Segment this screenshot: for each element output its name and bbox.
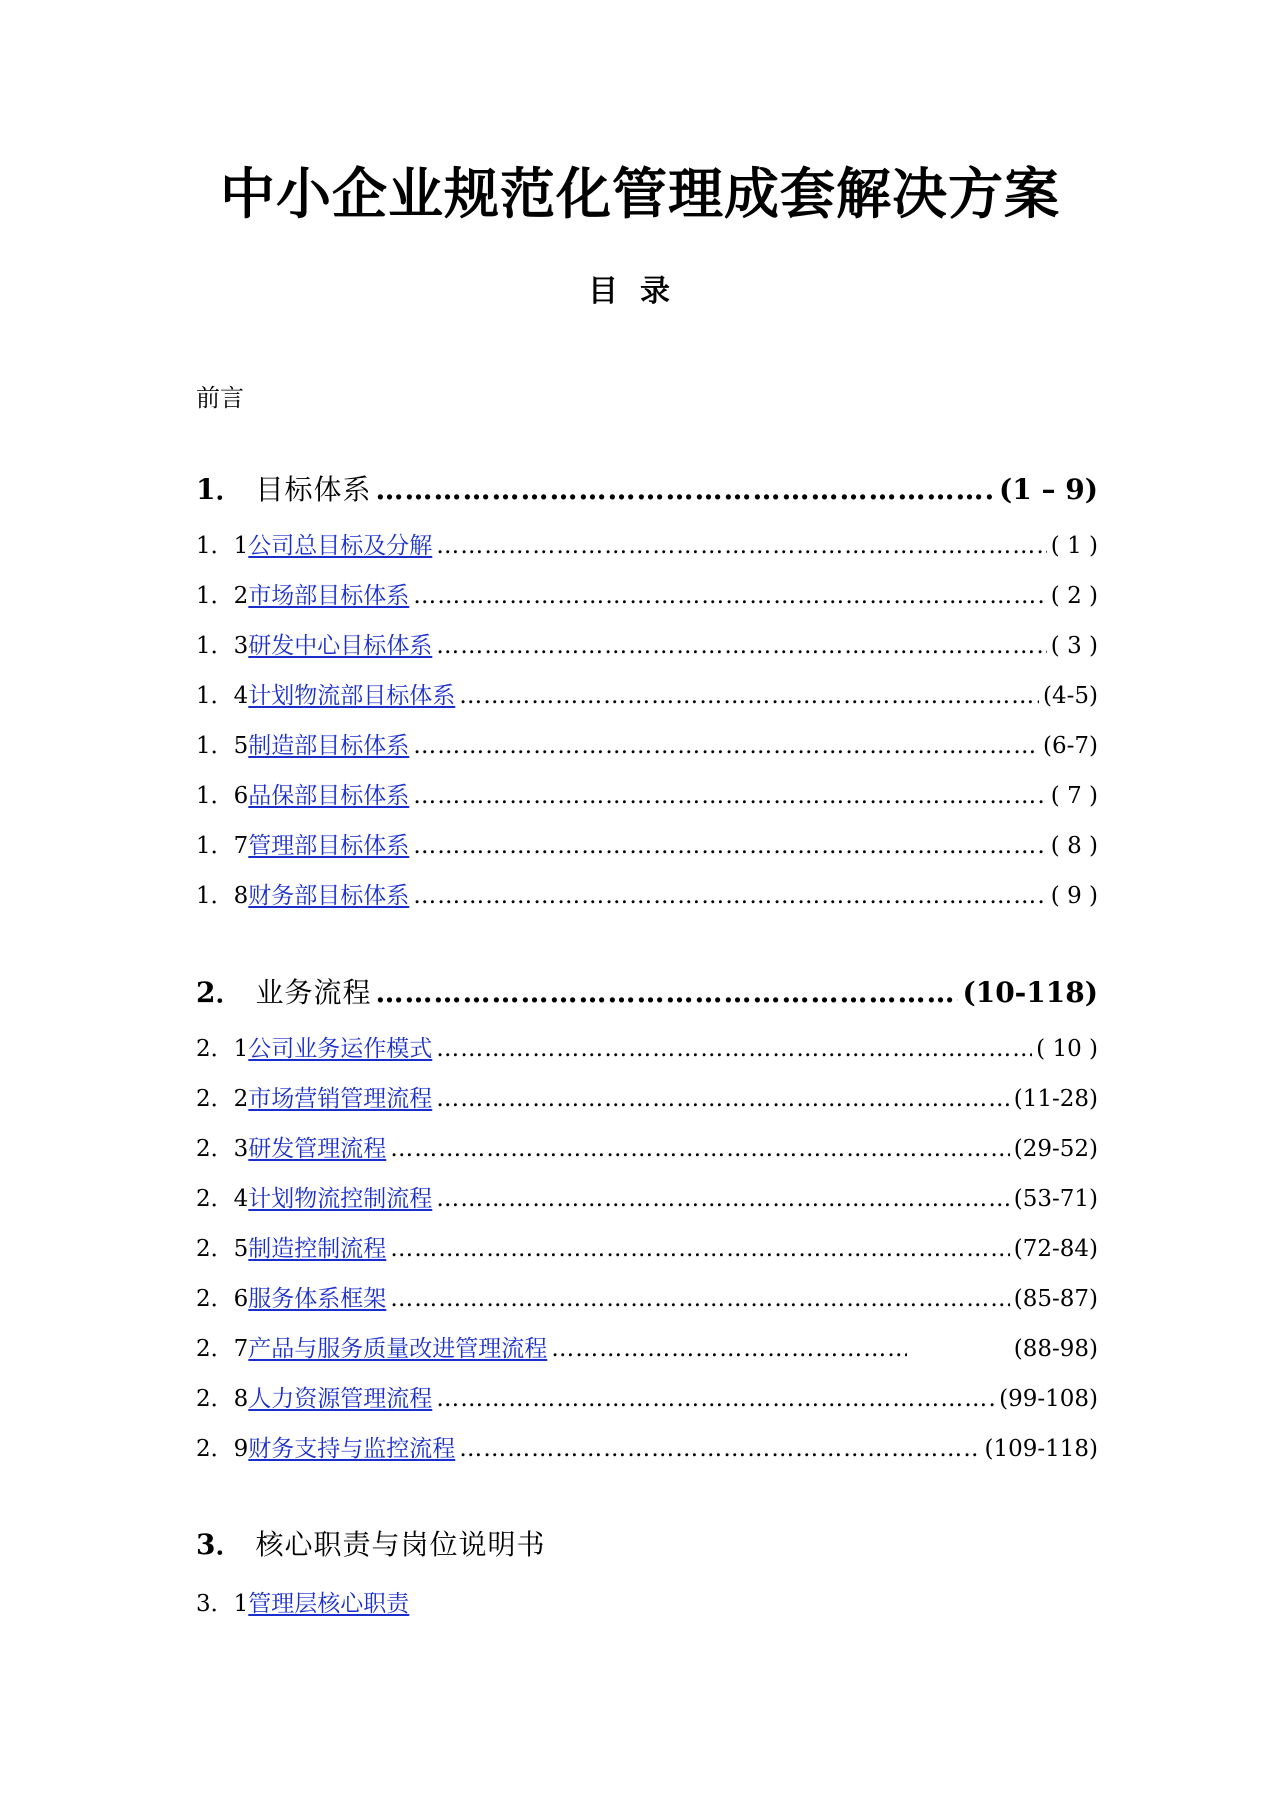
- entry-number: 2．8: [196, 1386, 249, 1412]
- dot-leader: [551, 1333, 907, 1365]
- entry-number: 2．3: [196, 1136, 249, 1162]
- entry-number: 1．1: [196, 533, 249, 559]
- toc-link-finance-goals[interactable]: 财务部目标体系: [248, 883, 410, 909]
- toc-link-company-goals[interactable]: 公司总目标及分解: [248, 533, 433, 559]
- toc-link-management-duties[interactable]: 管理层核心职责: [248, 1591, 410, 1617]
- dot-leader: [436, 1383, 995, 1415]
- dot-leader: [390, 1133, 1009, 1165]
- entry-number: 1．2: [196, 583, 249, 609]
- dot-leader: [376, 470, 996, 510]
- toc-link-marketing-process[interactable]: 市场营销管理流程: [248, 1086, 433, 1112]
- toc-link-hr-process[interactable]: 人力资源管理流程: [248, 1386, 433, 1412]
- toc-entry-2-1: [196, 1025, 1098, 1065]
- entry-number: 3．1: [196, 1591, 249, 1617]
- toc-link-logistics-goals[interactable]: 计划物流部目标体系: [248, 683, 456, 709]
- toc-entry-1-1: [196, 522, 1098, 562]
- toc-entry-1-7: [196, 822, 1098, 862]
- section-title: 业务流程: [255, 976, 372, 1009]
- section-title: 核心职责与岗位说明书: [255, 1528, 546, 1561]
- toc-link-admin-goals[interactable]: 管理部目标体系: [248, 833, 410, 859]
- document-title: 中小企业规范化管理成套解决方案: [219, 162, 1060, 226]
- toc-entry-2-6: [196, 1275, 1098, 1315]
- entry-number: 2．6: [196, 1286, 249, 1312]
- entry-number: 2．7: [196, 1336, 249, 1362]
- entry-pages: ( 2 ): [1050, 583, 1098, 609]
- entry-pages: (4-5): [1043, 683, 1098, 709]
- entry-number: 2．2: [196, 1086, 249, 1112]
- section-number: 2．: [196, 976, 244, 1009]
- dot-leader: [413, 880, 1047, 912]
- dot-leader: [390, 1283, 1009, 1315]
- toc-preface: 前言: [196, 384, 244, 412]
- entry-pages: ( 10 ): [1036, 1036, 1098, 1062]
- toc-section-2: [196, 973, 1098, 1013]
- toc-heading: 目录: [588, 274, 692, 309]
- toc-entry-2-2: [196, 1075, 1098, 1115]
- dot-leader: [413, 730, 1039, 762]
- entry-pages: (29-52): [1013, 1136, 1098, 1162]
- entry-number: 2．4: [196, 1186, 249, 1212]
- entry-number: 2．5: [196, 1236, 249, 1262]
- toc-link-business-model[interactable]: 公司业务运作模式: [248, 1036, 433, 1062]
- entry-pages: (53-71): [1013, 1186, 1098, 1212]
- dot-leader: [436, 1083, 1009, 1115]
- entry-number: 1．3: [196, 633, 249, 659]
- entry-pages: (72-84): [1013, 1236, 1098, 1262]
- section-pages: (10-118): [962, 976, 1098, 1009]
- toc-link-quality-goals[interactable]: 品保部目标体系: [248, 783, 410, 809]
- entry-number: 1．7: [196, 833, 249, 859]
- entry-pages: ( 8 ): [1050, 833, 1098, 859]
- toc-link-manufacturing-goals[interactable]: 制造部目标体系: [248, 733, 410, 759]
- entry-number: 1．4: [196, 683, 249, 709]
- dot-leader: [413, 830, 1047, 862]
- toc-link-logistics-process[interactable]: 计划物流控制流程: [248, 1186, 433, 1212]
- section-pages: (1 – 9): [999, 473, 1098, 506]
- dot-leader: [436, 1033, 1032, 1065]
- toc-entry-1-5: [196, 722, 1098, 762]
- toc-link-manufacturing-process[interactable]: 制造控制流程: [248, 1236, 387, 1262]
- entry-pages: ( 7 ): [1050, 783, 1098, 809]
- toc-section-3: [196, 1525, 1098, 1565]
- entry-pages: ( 3 ): [1050, 633, 1098, 659]
- toc-entry-1-3: [196, 622, 1098, 662]
- dot-leader: [436, 1183, 1009, 1215]
- entry-pages: (109-118): [984, 1436, 1098, 1462]
- toc-section-1: [196, 470, 1098, 510]
- entry-number: 1．8: [196, 883, 249, 909]
- toc-entry-3-1: [196, 1580, 1098, 1620]
- toc-entry-2-8: [196, 1375, 1098, 1415]
- dot-leader: [459, 680, 1039, 712]
- dot-leader: [459, 1433, 980, 1465]
- entry-pages: (99-108): [999, 1386, 1098, 1412]
- entry-pages: ( 9 ): [1050, 883, 1098, 909]
- toc-entry-2-4: [196, 1175, 1098, 1215]
- entry-number: 2．1: [196, 1036, 249, 1062]
- toc-entry-1-6: [196, 772, 1098, 812]
- section-number: 3．: [196, 1528, 244, 1561]
- toc-link-quality-improvement[interactable]: 产品与服务质量改进管理流程: [248, 1336, 548, 1362]
- toc-entry-2-9: [196, 1425, 1098, 1465]
- entry-number: 2．9: [196, 1436, 249, 1462]
- toc-link-rd-process[interactable]: 研发管理流程: [248, 1136, 387, 1162]
- dot-leader: [413, 580, 1047, 612]
- toc-link-finance-process[interactable]: 财务支持与监控流程: [248, 1436, 456, 1462]
- entry-pages: (85-87): [1013, 1286, 1098, 1312]
- section-number: 1．: [196, 473, 244, 506]
- dot-leader: [390, 1233, 1009, 1265]
- entry-pages: (6-7): [1043, 733, 1098, 759]
- dot-leader: [436, 630, 1047, 662]
- dot-leader: [413, 780, 1047, 812]
- entry-pages: (88-98): [1013, 1336, 1098, 1362]
- toc-entry-1-4: [196, 672, 1098, 712]
- toc-link-service-framework[interactable]: 服务体系框架: [248, 1286, 387, 1312]
- entry-number: 1．6: [196, 783, 249, 809]
- toc-entry-2-7: [196, 1325, 1098, 1365]
- dot-leader: [376, 973, 959, 1013]
- section-title: 目标体系: [255, 473, 372, 506]
- toc-link-marketing-goals[interactable]: 市场部目标体系: [248, 583, 410, 609]
- toc-entry-1-2: [196, 572, 1098, 612]
- entry-number: 1．5: [196, 733, 249, 759]
- entry-pages: ( 1 ): [1050, 533, 1098, 559]
- toc-entry-1-8: [196, 872, 1098, 912]
- entry-pages: (11-28): [1013, 1086, 1098, 1112]
- toc-entry-2-5: [196, 1225, 1098, 1265]
- toc-entry-2-3: [196, 1125, 1098, 1165]
- dot-leader: [436, 530, 1047, 562]
- toc-link-rd-goals[interactable]: 研发中心目标体系: [248, 633, 433, 659]
